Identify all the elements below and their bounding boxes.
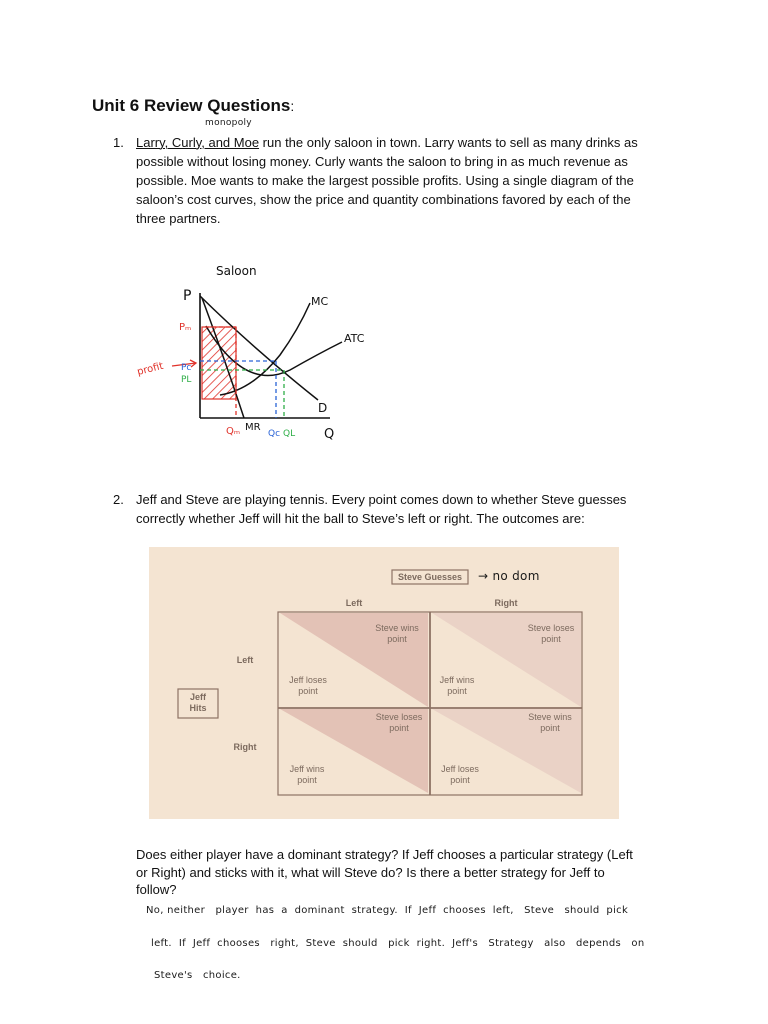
saloon-cost-curve-sketch xyxy=(130,255,380,455)
profit-area xyxy=(202,327,236,399)
answer-line-1: No, neither player has a dominant strategy. If Jeff chooses left, Steve should pick xyxy=(146,905,629,916)
pc-label: Pc xyxy=(181,363,192,373)
qc-label: Qc xyxy=(268,429,281,439)
answer-line-2: left. If Jeff chooses right, Steve should pick right. Jeff's Strategy also depends on xyxy=(151,938,645,949)
cell-ll-steve-line-1: Steve wins xyxy=(375,623,419,633)
title-colon: : xyxy=(290,98,295,114)
question-1-line-3: possible. Moe wants to make the largest possible profits. Using a single diagram of the xyxy=(136,173,634,188)
jeff-hits-header xyxy=(179,692,217,714)
cell-lr-steve xyxy=(519,623,583,645)
cell-rl-jeff-line-1: Jeff wins xyxy=(289,764,325,774)
cell-rr-steve-line-2: point xyxy=(540,723,560,733)
cell-lr-jeff-line-1: Jeff wins xyxy=(439,675,475,685)
cell-lr-jeff xyxy=(430,675,484,697)
question-2-followup-line-3: follow? xyxy=(136,882,177,897)
cell-rl-jeff-line-2: point xyxy=(297,775,317,785)
cell-lr-steve-line-2: point xyxy=(541,634,561,644)
steve-guesses-header: Steve Guesses xyxy=(397,572,463,582)
question-2-followup-line-2: or Right) and sticks with it, what will Steve do? Is there a better strategy for Jeff to xyxy=(136,865,605,880)
col-right-header: Right xyxy=(494,598,518,608)
cell-rl-steve-line-1: Steve loses xyxy=(375,712,423,722)
question-1-line-2: possible without losing money. Curly wants the saloon to bring in as much revenue as xyxy=(136,154,628,169)
question-2-line-2: correctly whether Jeff will hit the ball to Steve’s left or right. The outcomes are: xyxy=(136,511,585,526)
jeff-header-word-2: Hits xyxy=(189,703,207,713)
partners-names: Larry, Curly, and Moe xyxy=(136,135,260,150)
cell-lr-steve-line-1: Steve loses xyxy=(527,623,575,633)
payoff-matrix-grid xyxy=(149,547,619,819)
cell-ll-steve xyxy=(367,623,427,645)
cell-ll-jeff-line-2: point xyxy=(298,686,318,696)
cell-rr-jeff xyxy=(430,764,490,786)
question-1-number: 1. xyxy=(113,135,124,150)
profit-label: profit xyxy=(136,360,165,378)
cell-lr-jeff-line-2: point xyxy=(447,686,467,696)
title-text: Unit 6 Review Questions xyxy=(92,96,291,115)
qm-label: Qₘ xyxy=(226,426,241,437)
pl-label: PL xyxy=(181,375,192,385)
question-1-line-1 xyxy=(136,133,638,153)
question-2-number: 2. xyxy=(113,492,124,507)
cell-rr-jeff-line-1: Jeff loses xyxy=(441,764,479,774)
demand-label: D xyxy=(318,401,328,415)
cell-rr-steve xyxy=(519,712,581,734)
payoff-matrix-photo xyxy=(149,547,619,819)
cell-rr-jeff-line-2: point xyxy=(450,775,470,785)
monopoly-annotation: monopoly xyxy=(205,118,252,128)
pm-label: Pₘ xyxy=(179,322,192,333)
cell-rl-steve xyxy=(367,712,431,734)
col-left-header: Left xyxy=(345,598,363,608)
row-right-header: Right xyxy=(233,742,257,752)
mr-label: MR xyxy=(245,422,261,433)
cell-ll-steve-line-2: point xyxy=(387,634,407,644)
cell-ll-jeff xyxy=(278,675,338,697)
cell-rr-steve-line-1: Steve wins xyxy=(528,712,572,722)
jeff-header-word-1: Jeff xyxy=(189,692,206,702)
price-axis-label: P xyxy=(183,288,192,304)
question-1-line-5: three partners. xyxy=(136,211,221,226)
atc-label: ATC xyxy=(344,332,365,345)
mc-label: MC xyxy=(311,295,329,308)
quantity-axis-label: Q xyxy=(324,427,335,442)
question-1-line-1-rest: run the only saloon in town. Larry wants to sell as many drinks as xyxy=(259,135,638,150)
question-1-line-4: saloon’s cost curves, show the price and quantity combinations favored by each of the xyxy=(136,192,631,207)
ql-label: QL xyxy=(283,429,296,439)
page-title xyxy=(92,96,294,116)
cell-rl-jeff xyxy=(278,764,336,786)
cell-rl-steve-line-2: point xyxy=(389,723,409,733)
question-2-followup-line-1: Does either player have a dominant strategy? If Jeff chooses a particular strategy (Left xyxy=(136,847,633,862)
row-left-header: Left xyxy=(236,655,254,665)
sketch-title: Saloon xyxy=(216,264,257,278)
no-dominant-note: → no dom xyxy=(478,569,540,583)
answer-line-3: Steve's choice. xyxy=(154,970,241,981)
question-2-line-1: Jeff and Steve are playing tennis. Every point comes down to whether Steve guesses xyxy=(136,492,627,507)
cell-ll-jeff-line-1: Jeff loses xyxy=(289,675,327,685)
